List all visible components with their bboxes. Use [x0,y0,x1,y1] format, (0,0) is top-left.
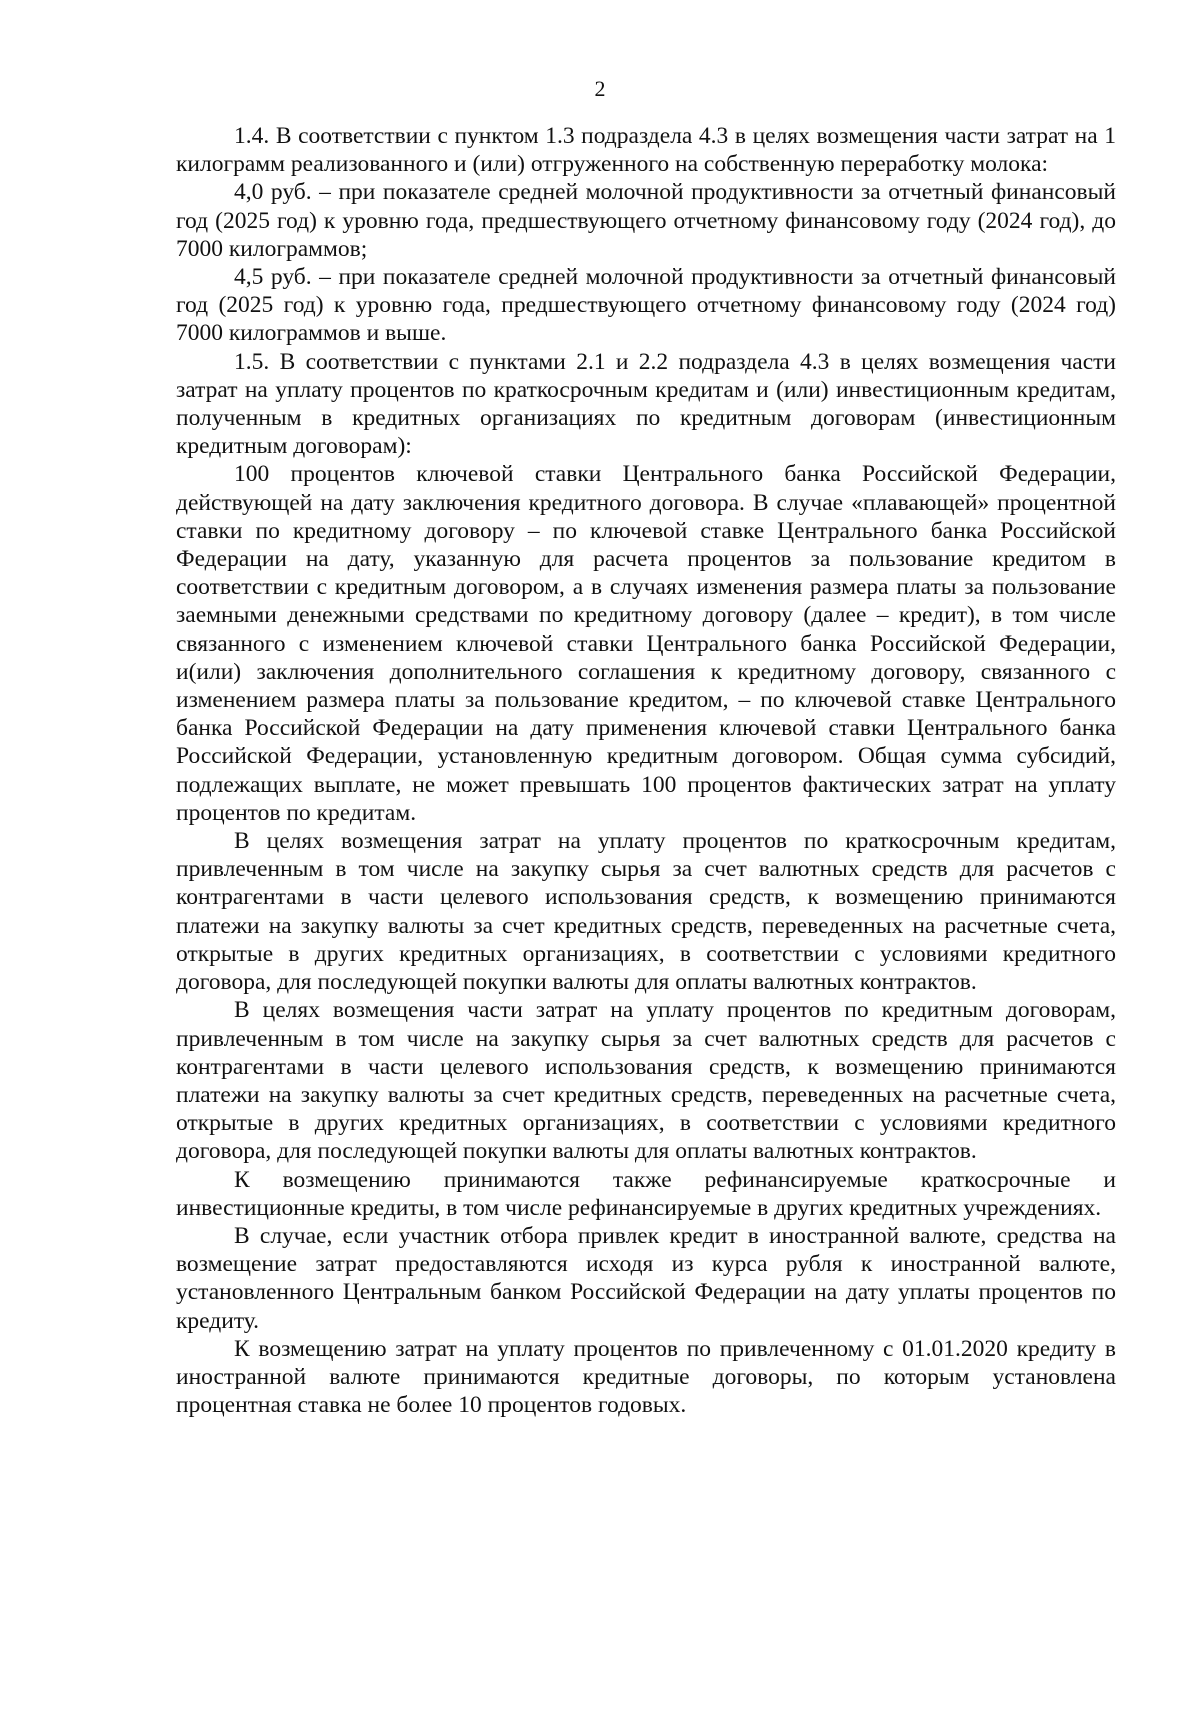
paragraph-credit-contracts-currency: В целях возмещения части затрат на уплату процентов по кредитным договорам, привлеченным в том числе на закупку сырья за счет валютных средств для расчетов с контрагентами в части целевого использования средств, к возмещению принимаются платежи на закупку валюты за счет кредитных средств, переведенных на расчетные счета, открытые в других кредитных организациях, в соответствии с условиями кредитного договора, для последующей покупки валюты для оплаты валютных контрактов. [176,997,1116,1165]
paragraph-short-term-currency: В целях возмещения затрат на уплату процентов по краткосрочным кредитам, привлеченным в том числе на закупку сырья за счет валютных средств для расчетов с контрагентами в части целевого использования средств, к возмещению принимаются платежи на закупку валюты за счет кредитных средств, переведенных на расчетные счета, открытые в других кредитных организациях, в соответствии с условиями кредитного договора, для последующей покупки валюты для оплаты валютных контрактов. [176,828,1116,996]
paragraph-foreign-currency-credit: В случае, если участник отбора привлек кредит в иностранной валюте, средства на возмещение затрат предоставляются исходя из курса рубля к иностранной валюте, установленного Центральным банком Российской Федерации на дату уплаты процентов по кредиту. [176,1222,1116,1334]
paragraph-key-rate: 100 процентов ключевой ставки Центрального банка Российской Федерации, действующей на дату заключения кредитного договора. В случае «плавающей» процентной ставки по кредитному договору – по ключевой ставке Центрального банка Российской Федерации на дату, указанную для расчета процентов за пользование кредитом в соответствии с кредитным договором, а в случаях изменения размера платы за пользование заемными денежными средствами по кредитному договору (далее – кредит), в том числе связанного с изменением ключевой ставки Центрального банка Российской Федерации, и(или) заключения дополнительного соглашения к кредитному договору, связанного с изменением размера платы за пользование кредитом, – по ключевой ставке Центрального банка Российской Федерации на дату применения ключевой ставки Центрального банка Российской Федерации, установленную кредитным договором. Общая сумма субсидий, подлежащих выплате, не может превышать 100 процентов фактических затрат на уплату процентов по кредитам. [176,461,1116,826]
document-body [176,122,1116,1419]
paragraph-rate-4-5: 4,5 руб. – при показателе средней молочной продуктивности за отчетный финансовый год (2025 год) к уровню года, предшествующего отчетному финансовому году (2024 год) 7000 килограммов и выше. [176,264,1116,347]
paragraph-interest-rate-limit: К возмещению затрат на уплату процентов по привлеченному с 01.01.2020 кредиту в иностранной валюте принимаются кредитные договоры, по которым установлена процентная ставка не более 10 процентов годовых. [176,1335,1116,1419]
paragraph-refinanced-credits: К возмещению принимаются также рефинансируемые краткосрочные и инвестиционные кредиты, в том числе рефинансируемые в других кредитных учреждениях. [176,1166,1116,1221]
paragraph-1-4: 1.4. В соответствии с пунктом 1.3 подраздела 4.3 в целях возмещения части затрат на 1 килограмм реализованного и (или) отгруженного на собственную переработку молока: [176,123,1116,178]
paragraph-1-5: 1.5. В соответствии с пунктами 2.1 и 2.2 подраздела 4.3 в целях возмещения части затрат на уплату процентов по краткосрочным кредитам и (или) инвестиционным кредитам, полученным в кредитных организациях по кредитным договорам (инвестиционным кредитным договорам): [176,348,1116,460]
page-number: 2 [594,76,606,101]
paragraph-rate-4-0: 4,0 руб. – при показателе средней молочной продуктивности за отчетный финансовый год (2025 год) к уровню года, предшествующего отчетному финансовому году (2024 год), до 7000 килограммов; [176,179,1116,262]
